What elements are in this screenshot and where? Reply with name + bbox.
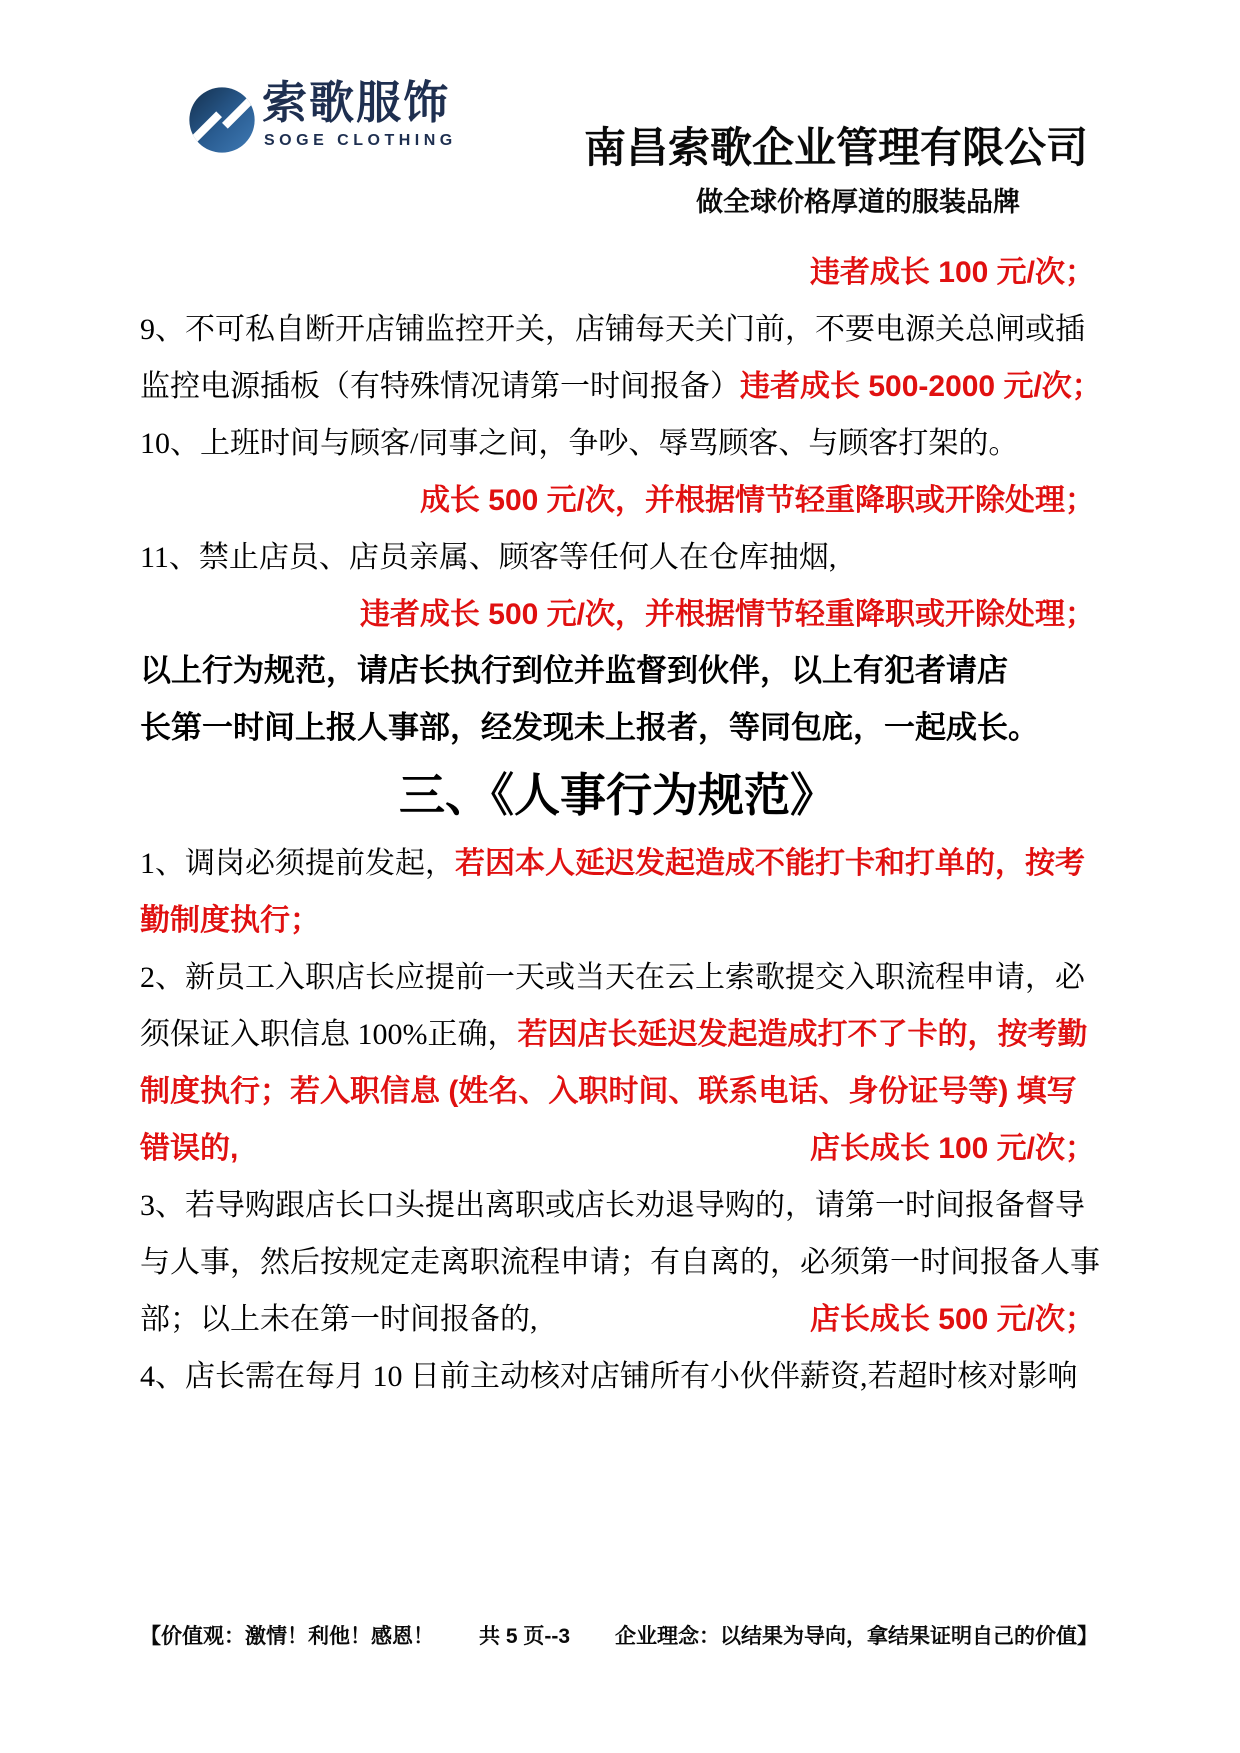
closing-statement-line-2 bbox=[140, 696, 1095, 753]
hr-rule-1-red-cont: 勤制度执行； bbox=[140, 903, 320, 937]
rule-11-penalty-line bbox=[140, 582, 1095, 639]
rule-9-text: 9、不可私自断开店铺监控开关，店铺每天关门前，不要电源关总闸或插 bbox=[140, 312, 1085, 346]
hr-rule-1-black: 1、调岗必须提前发起， bbox=[140, 846, 455, 880]
page-footer bbox=[140, 1620, 1098, 1650]
hr-rule-2-line-1 bbox=[140, 945, 1095, 1002]
rule-10-penalty: 成长 500 元/次，并根据情节轻重降职或开除处理； bbox=[419, 483, 1095, 517]
hr-rule-3-line-1 bbox=[140, 1173, 1095, 1230]
hr-rule-2-text: 2、新员工入职店长应提前一天或当天在云上索歌提交入职流程申请，必 bbox=[140, 960, 1085, 994]
rule-9-line-1 bbox=[140, 297, 1095, 354]
footer-values: 【价值观：激情！利他！感恩！ bbox=[140, 1625, 434, 1648]
hr-rule-4-text: 4、店长需在每月 10 日前主动核对店铺所有小伙伴薪资,若超时核对影响 bbox=[140, 1359, 1078, 1393]
company-title: 南昌索歌企业管理有限公司 bbox=[583, 124, 1088, 171]
section-title: 三、《人事行为规范》 bbox=[399, 769, 836, 821]
footer-philosophy: 企业理念：以结果为导向，拿结果证明自己的价值】 bbox=[614, 1625, 1098, 1648]
hr-rule-2-line-4 bbox=[140, 1116, 1095, 1173]
document-body bbox=[140, 240, 1102, 1401]
hr-rule-2-black: 须保证入职信息 100%正确， bbox=[140, 1017, 518, 1051]
hr-rule-3-black-tail: 部；以上未在第一时间报备的, bbox=[140, 1302, 538, 1336]
rule-9-line-2 bbox=[140, 354, 1102, 411]
hr-rule-1-red: 若因本人延迟发起造成不能打卡和打单的，按考 bbox=[455, 846, 1085, 880]
rule-10-text: 10、上班时间与顾客/同事之间，争吵、辱骂顾客、与顾客打架的。 bbox=[140, 426, 1019, 460]
hr-rule-3-line-2 bbox=[140, 1230, 1100, 1287]
rule-10-line bbox=[140, 411, 1095, 468]
hr-rule-4-line bbox=[140, 1344, 1095, 1401]
hr-rule-2-penalty: 店长成长 100 元/次； bbox=[809, 1131, 1095, 1165]
hr-rule-3-text-1: 3、若导购跟店长口头提出离职或店长劝退导购的，请第一时间报备督导 bbox=[140, 1188, 1085, 1222]
closing-text-2: 长第一时间上报人事部，经发现未上报者，等同包庇，一起成长。 bbox=[140, 710, 1039, 745]
hr-rule-3-penalty: 店长成长 500 元/次； bbox=[809, 1302, 1095, 1336]
rule-11-line bbox=[140, 525, 1095, 582]
hr-rule-1-line-2 bbox=[140, 888, 1095, 945]
footer-page-number: 共 5 页--3 bbox=[478, 1625, 570, 1648]
rule-11-text: 11、禁止店员、店员亲属、顾客等任何人在仓库抽烟, bbox=[140, 540, 837, 574]
penalty-text: 违者成长 100 元/次； bbox=[809, 255, 1095, 289]
company-slogan: 做全球价格厚道的服装品牌 bbox=[696, 187, 1020, 217]
hr-rule-3-line-3 bbox=[140, 1287, 1095, 1344]
hr-rule-2-red-cont: 制度执行；若入职信息 (姓名、入职时间、联系电话、身份证号等) 填写 bbox=[140, 1074, 1077, 1108]
hr-rule-2-red: 若因店长延迟发起造成打不了卡的，按考勤 bbox=[517, 1017, 1088, 1051]
hr-rule-3-text-2: 与人事，然后按规定走离职流程申请；有自离的，必须第一时间报备人事 bbox=[140, 1245, 1100, 1279]
rule-11-penalty: 违者成长 500 元/次，并根据情节轻重降职或开除处理； bbox=[359, 597, 1095, 631]
closing-statement-line-1 bbox=[140, 639, 1095, 696]
hr-rule-1-line-1 bbox=[140, 831, 1095, 888]
rule-9-text-cont: 监控电源插板（有特殊情况请第一时间报备） bbox=[140, 369, 740, 403]
rule-9-penalty: 违者成长 500-2000 元/次； bbox=[740, 369, 1102, 403]
hr-rule-2-line-3 bbox=[140, 1059, 1095, 1116]
closing-text-1: 以上行为规范，请店长执行到位并监督到伙伴，以上有犯者请店 bbox=[140, 653, 1008, 688]
penalty-line-top bbox=[140, 240, 1095, 297]
hr-rule-2-red-tail: 错误的, bbox=[140, 1131, 239, 1165]
soge-logo-icon bbox=[188, 86, 256, 154]
logo-name-en: SOGE CLOTHING bbox=[264, 132, 457, 149]
logo-name-cn: 索歌服饰 bbox=[262, 77, 451, 128]
hr-rule-2-line-2 bbox=[140, 1002, 1095, 1059]
rule-10-penalty-line bbox=[140, 468, 1095, 525]
